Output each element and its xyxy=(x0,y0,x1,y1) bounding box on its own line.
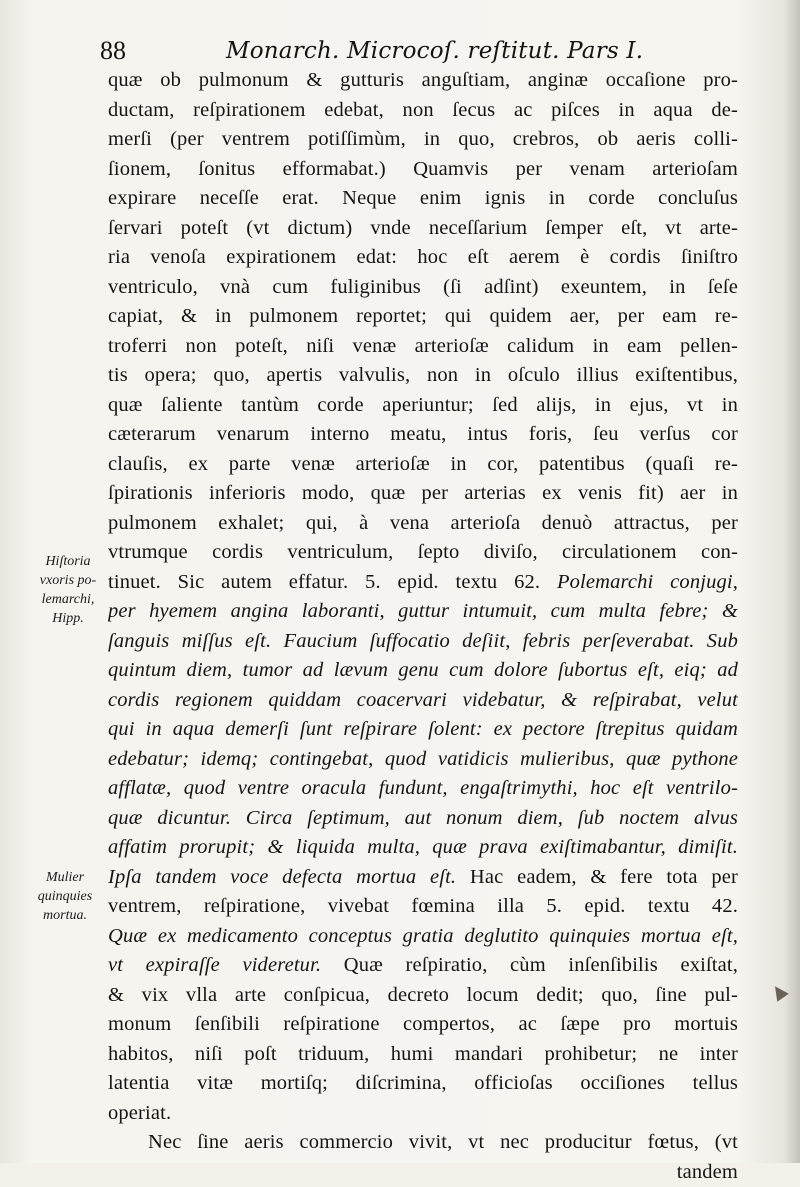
text-line-content: tinuet. Sic autem effatur. 5. epid. textu 62. xyxy=(108,571,557,593)
margin-note-line: mortua. xyxy=(24,906,106,925)
text-line-content: ductam, reſpirationem edebat, non ſecus ac piſces in aqua de- xyxy=(108,99,738,121)
text-line-content: latentia vitæ mortiſq; diſcrimina, officioſas occiſiones tellus xyxy=(108,1072,738,1094)
text-line xyxy=(108,1040,738,1070)
running-title: Monarch. Microcoſ. reſtitut. Pars I. xyxy=(226,30,643,72)
text-line-content: ſpirationis inferioris modo, quæ per arterias ex venis fit) aer in xyxy=(108,482,738,504)
text-line-content: pulmonem exhalet; qui, à vena arterioſa denuò attractus, per xyxy=(108,512,738,534)
text-line-content: monum ſenſibili reſpiratione compertos, ac ſæpe pro mortuis xyxy=(108,1013,738,1035)
text-line-content: Nec ſine aeris commercio vivit, vt nec producitur fœtus, (vt xyxy=(148,1131,738,1153)
text-line xyxy=(108,479,738,509)
text-line-content: ventrem, reſpiratione, vivebat fœmina illa 5. epid. textu 42. xyxy=(108,895,738,917)
text-line-content: qui in aqua demerſi ſunt reſpirare ſolent: ex pectore ſtrepitus quidam xyxy=(108,718,738,740)
text-line xyxy=(108,656,738,686)
text-line xyxy=(108,981,738,1011)
text-line xyxy=(108,214,738,244)
margin-note-line: vxoris po- xyxy=(30,571,106,590)
text-line xyxy=(108,892,738,922)
text-line xyxy=(108,125,738,155)
text-line xyxy=(108,1128,738,1158)
text-line-content: capiat, & in pulmonem reportet; qui quidem aer, per eam re- xyxy=(108,305,738,327)
text-line-content: quintum diem, tumor ad lævum genu cum dolore ſubortus eſt, eiq; ad xyxy=(108,659,738,681)
text-line-content: ria venoſa expirationem edat: hoc eſt aerem è cordis ſiniſtro xyxy=(108,246,738,268)
text-line xyxy=(108,420,738,450)
text-line-content: per hyemem angina laboranti, guttur intumuit, cum multa febre; & xyxy=(108,600,738,622)
text-line-content: cæterarum venarum interno meatu, intus foris, ſeu verſus cor xyxy=(108,423,738,445)
margin-note-woman xyxy=(24,868,106,925)
text-line xyxy=(108,833,738,863)
text-line-content: & vix vlla arte conſpicua, decreto locum dedit; quo, ſine pul- xyxy=(108,984,738,1006)
text-line xyxy=(108,1099,738,1129)
text-line-content: edebatur; idemq; contingebat, quod vatidicis mulieribus, quæ pythone xyxy=(108,748,738,770)
text-line-roman-tail: Quæ reſpiratio, cùm inſenſibilis exiſtat, xyxy=(344,954,738,976)
text-line xyxy=(108,391,738,421)
text-line-content: merſi (per ventrem potiſſimùm, in quo, crebros, ob aeris colli- xyxy=(108,128,738,150)
text-line xyxy=(108,184,738,214)
body-text xyxy=(108,66,738,1187)
margin-note-history xyxy=(30,552,106,628)
text-line xyxy=(108,568,738,598)
margin-note-line: Hiſtoria xyxy=(30,552,106,571)
text-line xyxy=(108,243,738,273)
text-line xyxy=(108,774,738,804)
text-line-content: quæ ob pulmonum & gutturis anguſtiam, anginæ occaſione pro- xyxy=(108,69,738,91)
text-line-content: ſanguis miſſus eſt. Faucium ſuffocatio deſiit, febris perſeverabat. Sub xyxy=(108,630,738,652)
text-line-content: habitos, niſi poſt triduum, humi mandari prohibetur; ne inter xyxy=(108,1043,738,1065)
text-line-content: ventriculo, vnà cum fuliginibus (ſi adſint) exeuntem, in ſeſe xyxy=(108,276,738,298)
text-line xyxy=(108,273,738,303)
text-line-content: quæ ſaliente tantùm corde aperiuntur; ſed alijs, in ejus, vt in xyxy=(108,394,738,416)
text-line xyxy=(108,597,738,627)
text-line xyxy=(108,450,738,480)
text-line xyxy=(108,332,738,362)
text-line xyxy=(108,627,738,657)
text-line-content: afflatæ, quod ventre oracula fundunt, engaſtrimythi, hoc eſt ventrilo- xyxy=(108,777,738,799)
text-line xyxy=(108,66,738,96)
text-line xyxy=(108,922,738,952)
page-number: 88 xyxy=(100,30,126,72)
text-line-content: troferri non poteſt, niſi venæ arterioſæ calidum in eam pellen- xyxy=(108,335,738,357)
text-line xyxy=(108,96,738,126)
margin-note-line: quinquies xyxy=(24,887,106,906)
text-line-content: ſionem, ſonitus efformabat.) Quamvis per venam arterioſam xyxy=(108,158,738,180)
text-line-content: affatim prorupit; & liquida multa, quæ prava exiſtimabantur, dimiſit. xyxy=(108,836,738,858)
text-line xyxy=(108,951,738,981)
text-line xyxy=(108,686,738,716)
text-line xyxy=(108,804,738,834)
text-line-content: tis opera; quo, apertis valvulis, non in oſculo illius exiſtentibus, xyxy=(108,364,738,386)
text-line xyxy=(108,361,738,391)
text-line xyxy=(108,745,738,775)
text-line xyxy=(108,715,738,745)
text-line-italic-tail: Polemarchi conjugi, xyxy=(557,571,738,593)
text-line xyxy=(108,1069,738,1099)
text-line-roman-tail: Hac eadem, & fere tota per xyxy=(470,866,738,888)
text-line xyxy=(108,1158,738,1187)
text-line-content: Ipſa tandem voce defecta mortua eſt. xyxy=(108,866,470,888)
text-line xyxy=(108,302,738,332)
text-line-content: ſervari poteſt (vt dictum) vnde neceſſarium ſemper eſt, vt arte- xyxy=(108,217,738,239)
text-line-content: vt expiraſſe videretur. xyxy=(108,954,344,976)
text-line xyxy=(108,155,738,185)
text-line-content: operiat. xyxy=(108,1102,171,1124)
text-line-content: quæ dicuntur. Circa ſeptimum, aut nonum diem, ſub noctem alvus xyxy=(108,807,738,829)
text-line xyxy=(108,1010,738,1040)
text-line xyxy=(108,538,738,568)
page-gutter-shadow xyxy=(784,0,800,1163)
text-line-content: tandem xyxy=(677,1161,738,1183)
margin-note-line: Mulier xyxy=(24,868,106,887)
text-line-content: vtrumque cordis ventriculum, ſepto diviſo, circulationem con- xyxy=(108,541,738,563)
text-line-content: expirare neceſſe erat. Neque enim ignis in corde concluſus xyxy=(108,187,738,209)
text-line xyxy=(108,509,738,539)
margin-note-line: lemarchi, xyxy=(30,590,106,609)
text-line-content: Quæ ex medicamento conceptus gratia deglutito quinquies mortua eſt, xyxy=(108,925,738,947)
text-line-content: clauſis, ex parte venæ arterioſæ in cor, patentibus (quaſi re- xyxy=(108,453,738,475)
text-line-content: cordis regionem quiddam coacervari videbatur, & reſpirabat, velut xyxy=(108,689,738,711)
text-line xyxy=(108,863,738,893)
margin-note-line: Hipp. xyxy=(30,609,106,628)
